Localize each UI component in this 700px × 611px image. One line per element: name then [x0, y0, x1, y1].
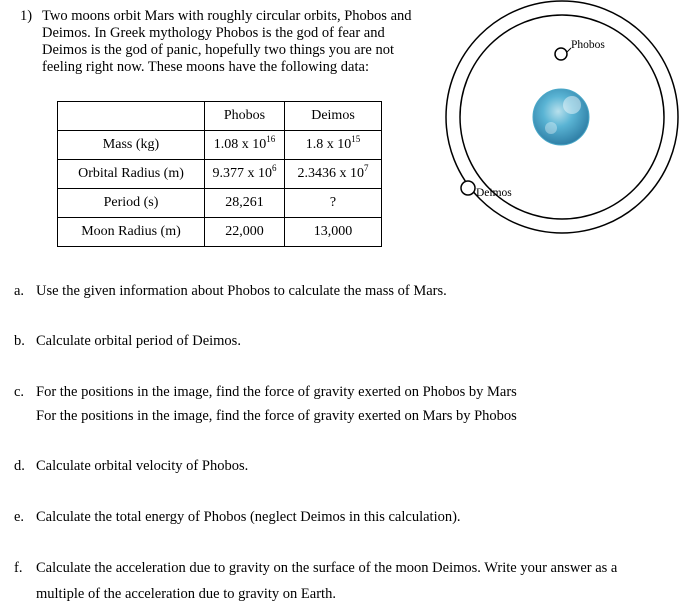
question-letter: a.: [14, 283, 25, 299]
moon-data-table: [57, 101, 382, 247]
question-letter: d.: [14, 458, 25, 474]
deimos-period: ?: [285, 189, 382, 218]
question-letter: e.: [14, 509, 25, 525]
question-text: Calculate orbital period of Deimos.: [36, 333, 241, 349]
deimos-orbital-radius: 2.3436 x $10^7$: [285, 160, 382, 189]
question-d: [14, 454, 248, 478]
question-text: Use the given information about Phobos to calculate the mass of Mars.: [36, 283, 447, 299]
header-cell-phobos: Phobos: [205, 102, 285, 131]
table-row: [58, 218, 382, 247]
deimos-radius: 13,000: [285, 218, 382, 247]
question-b: [14, 329, 241, 353]
question-letter: c.: [14, 384, 25, 400]
question-text: For the positions in the image, find the force of gravity exerted on Phobos by Mars: [36, 384, 517, 400]
table-header-row: [58, 102, 382, 131]
phobos-orbital-radius: 9.377 x $10^6$: [205, 160, 285, 189]
question-text-line-2: multiple of the acceleration due to gravity on Earth.: [36, 586, 336, 602]
question-c: [14, 380, 517, 428]
phobos-moon: [555, 48, 567, 60]
question-text: Calculate the acceleration due to gravity on the surface of the moon Deimos. Write your answer as a: [36, 560, 618, 576]
orbit-diagram: [430, 0, 700, 265]
question-letter: f.: [14, 560, 23, 576]
phobos-period: 28,261: [205, 189, 285, 218]
question-e: [14, 505, 461, 529]
question-text: Calculate the total energy of Phobos (neglect Deimos in this calculation).: [36, 509, 461, 525]
mars-planet: [533, 89, 589, 145]
question-text: Calculate orbital velocity of Phobos.: [36, 458, 249, 474]
problem-intro-text: Two moons orbit Mars with roughly circular orbits, Phobos and Deimos. In Greek mythology Phobos is the god of fear and Deimos is the god of panic, hopefully two things you are not feeling right now. These moons have the following data:: [42, 8, 412, 75]
row-label: Period (s): [58, 189, 205, 218]
question-text-line-2: For the positions in the image, find the force of gravity exerted on Mars by Phobos: [36, 408, 517, 424]
question-a: [14, 279, 447, 303]
deimos-moon: [461, 181, 475, 195]
problem-intro: [20, 8, 430, 76]
question-f: [14, 555, 617, 607]
question-letter: b.: [14, 333, 25, 349]
problem-number: 1): [20, 8, 33, 24]
table-row: [58, 131, 382, 160]
phobos-label: Phobos: [571, 39, 605, 51]
row-label: Mass (kg): [58, 131, 205, 160]
row-label: Orbital Radius (m): [58, 160, 205, 189]
table-row: [58, 160, 382, 189]
header-cell-empty: [58, 102, 205, 131]
header-cell-deimos: Deimos: [285, 102, 382, 131]
deimos-label: Deimos: [476, 187, 512, 199]
phobos-mass: 1.08 x $10^{16}$: [205, 131, 285, 160]
table-row: [58, 189, 382, 218]
phobos-radius: 22,000: [205, 218, 285, 247]
deimos-mass: 1.8 x $10^{15}$: [285, 131, 382, 160]
row-label: Moon Radius (m): [58, 218, 205, 247]
